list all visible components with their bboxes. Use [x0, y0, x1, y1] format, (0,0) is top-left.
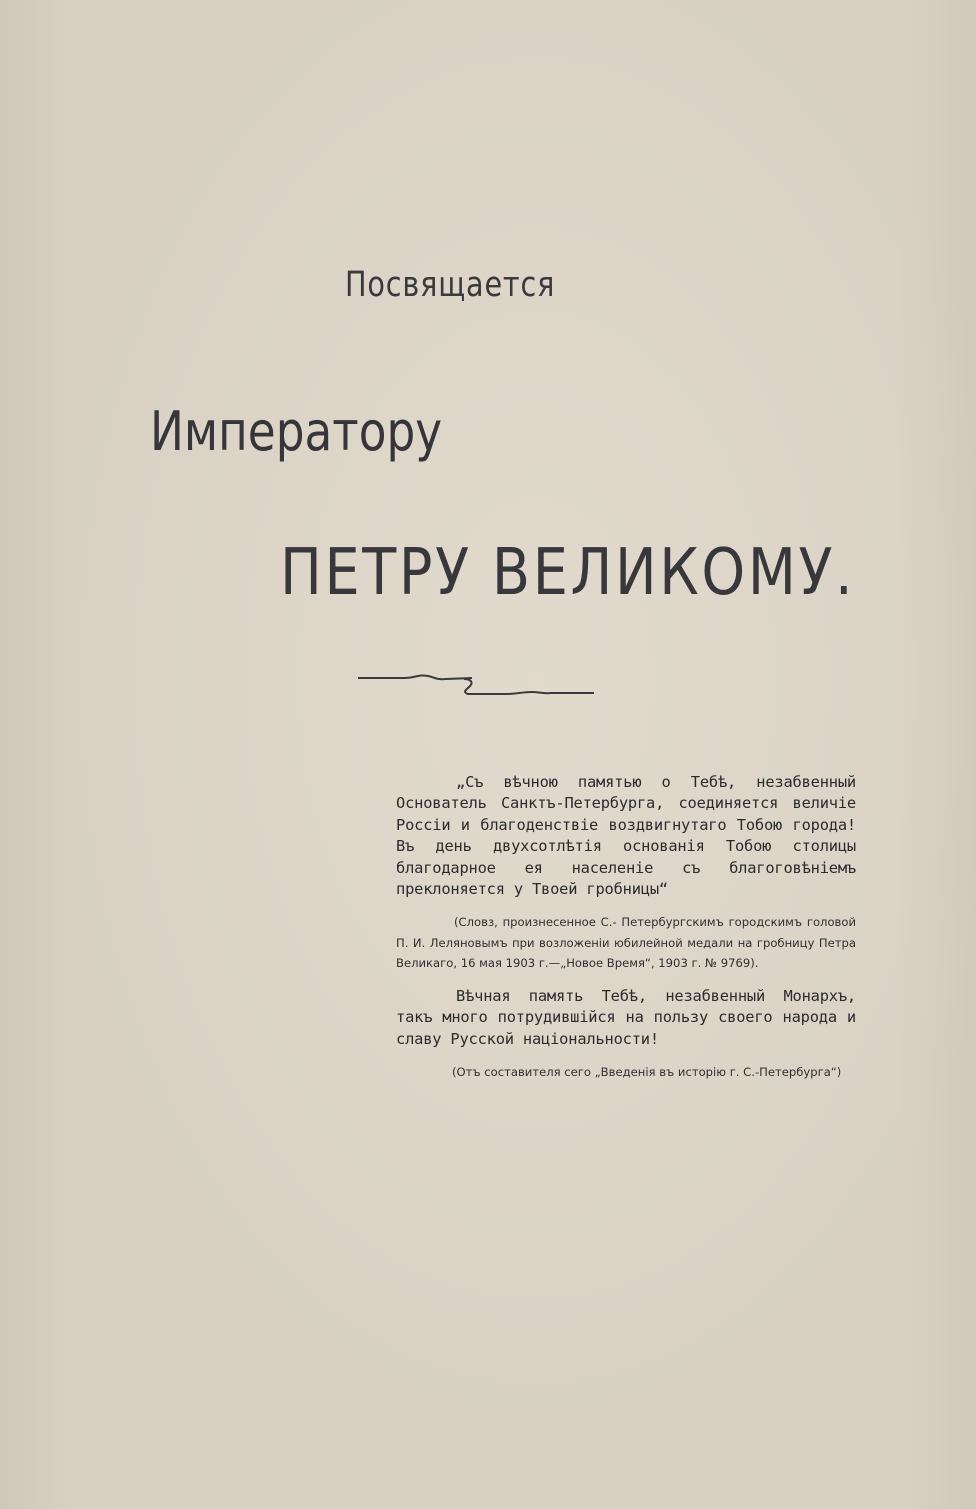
- tribute-author: (Отъ составителя сего „Введенія въ исторію г. С.-Петербурга“): [452, 1065, 842, 1080]
- epigraph-source: (Словз, произнесенное С.- Петербургскимъ городскимъ головой П. И. Леляновымъ при возложеніи юбилейной медали на гробницу Петра Великаго, 16 мая 1903 г.—„Новое Время“, 1903 г. № 9769).: [396, 915, 856, 971]
- recipient-title: Императору: [150, 400, 443, 463]
- epigraph-quote: „Съ вѣчною памятью о Тебѣ, незабвенный Основатель Санктъ-Петербурга, соединяется величіе Россіи и благоденствіе воздвигнутаго Тобою города! Въ день двухсотлѣтія основанія Тобою столицы благодарное ея населеніе съ благоговѣніемъ преклоняется у Твоей гробницы“: [396, 773, 856, 899]
- ornamental-divider: [356, 670, 596, 700]
- recipient-name: ПЕТРУ ВЕЛИКОМУ.: [280, 536, 856, 610]
- dedication-heading: Посвящается: [345, 265, 556, 305]
- epigraph-block: [396, 772, 856, 1082]
- tribute-text: Вѣчная память Тебѣ, незабвенный Монархъ, такъ много потрудившійся на пользу своего народа и славу Русской національности!: [396, 986, 856, 1048]
